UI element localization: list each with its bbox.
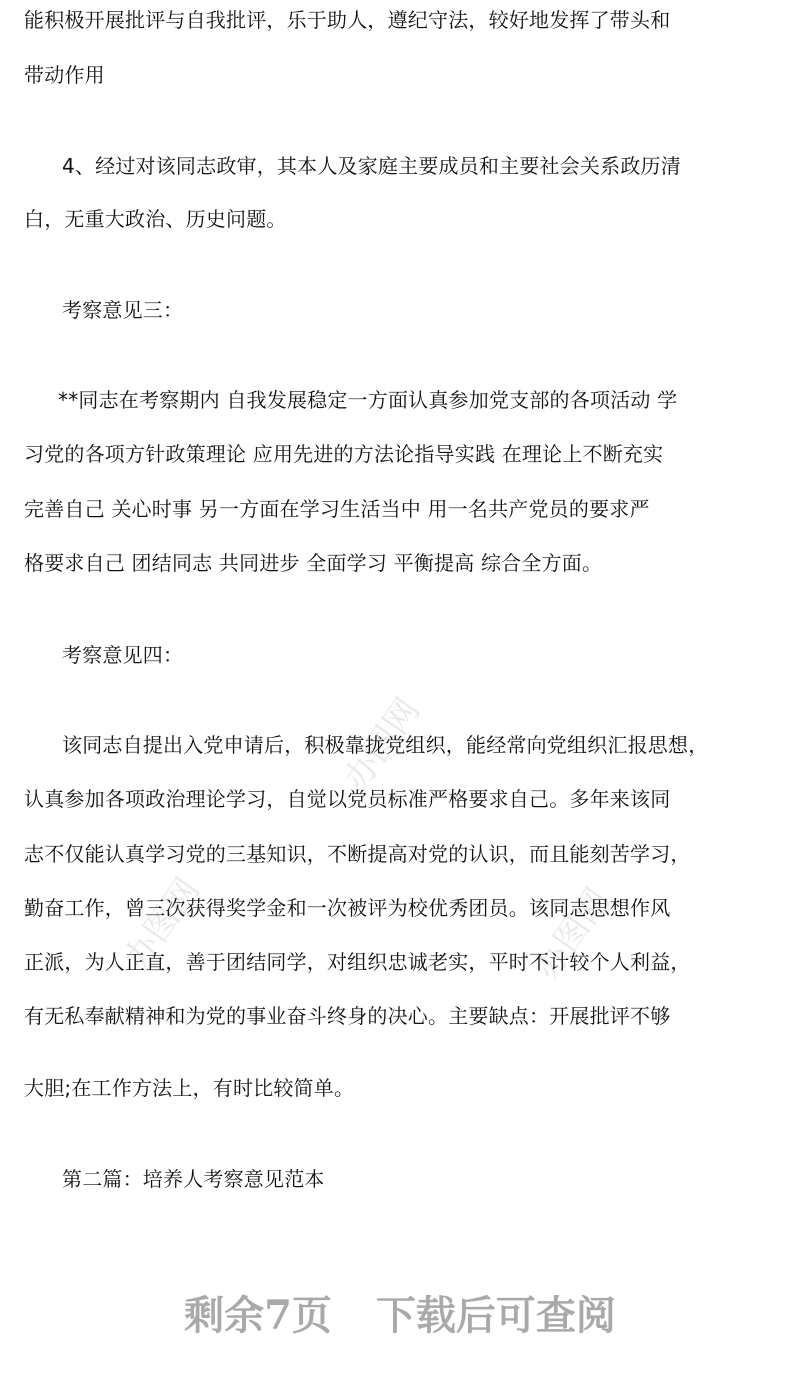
download-banner[interactable] bbox=[0, 1284, 800, 1341]
opinion-3-line: 完善自己 关心时事 另一方面在学习生活当中 用一名共产党员的要求严 bbox=[24, 497, 650, 521]
watermark: 办图网 bbox=[526, 881, 618, 988]
opinion-4-line: 大胆;在工作方法上，有时比较简单。 bbox=[24, 1076, 355, 1100]
opinion-4-line: 该同志自提出入党申请后，积极靠拢党组织，能经常向党组织汇报思想， bbox=[62, 733, 709, 757]
opinion-3-line: **同志在考察期内 自我发展稳定一方面认真参加党支部的各项活动 学 bbox=[58, 388, 678, 412]
watermark: 办图网 bbox=[116, 871, 208, 978]
opinion-4-line: 勤奋工作，曾三次获得奖学金和一次被评为校优秀团员。该同志思想作风 bbox=[24, 896, 671, 920]
remaining-pages-text: 剩余7页 bbox=[184, 1292, 332, 1339]
opinion-4-line: 认真参加各项政治理论学习，自觉以党员标准严格要求自己。多年来该同 bbox=[24, 787, 671, 811]
item-4-line: 4、经过对该同志政审，其本人及家庭主要成员和主要社会关系政历清 bbox=[62, 154, 681, 178]
paragraph-line: 带动作用 bbox=[24, 63, 105, 87]
download-to-view-text: 下载后可查阅 bbox=[375, 1292, 616, 1339]
watermark: 办图网 bbox=[336, 691, 428, 798]
opinion-4-line: 正派，为人正直，善于团结同学，对组织忠诚老实，平时不计较个人利益， bbox=[24, 950, 691, 974]
paragraph-line: 能积极开展批评与自我批评，乐于助人，遵纪守法，较好地发挥了带头和 bbox=[24, 8, 671, 32]
opinion-4-line: 志不仅能认真学习党的三基知识，不断提高对党的认识，而且能刻苦学习， bbox=[24, 842, 691, 866]
opinion-4-line: 有无私奉献精神和为党的事业奋斗终身的决心。主要缺点：开展批评不够 bbox=[24, 1004, 671, 1028]
opinion-3-line: 习党的各项方针政策理论 应用先进的方法论指导实践 在理论上不断充实 bbox=[24, 442, 664, 466]
opinion-3-line: 格要求自己 团结同志 共同进步 全面学习 平衡提高 综合全方面。 bbox=[24, 551, 603, 575]
heading-opinion-4: 考察意见四： bbox=[62, 643, 184, 667]
item-4-line: 白，无重大政治、历史问题。 bbox=[24, 207, 287, 231]
heading-opinion-3: 考察意见三： bbox=[62, 298, 184, 322]
section-2-title: 第二篇：培养人考察意见范本 bbox=[62, 1167, 325, 1191]
